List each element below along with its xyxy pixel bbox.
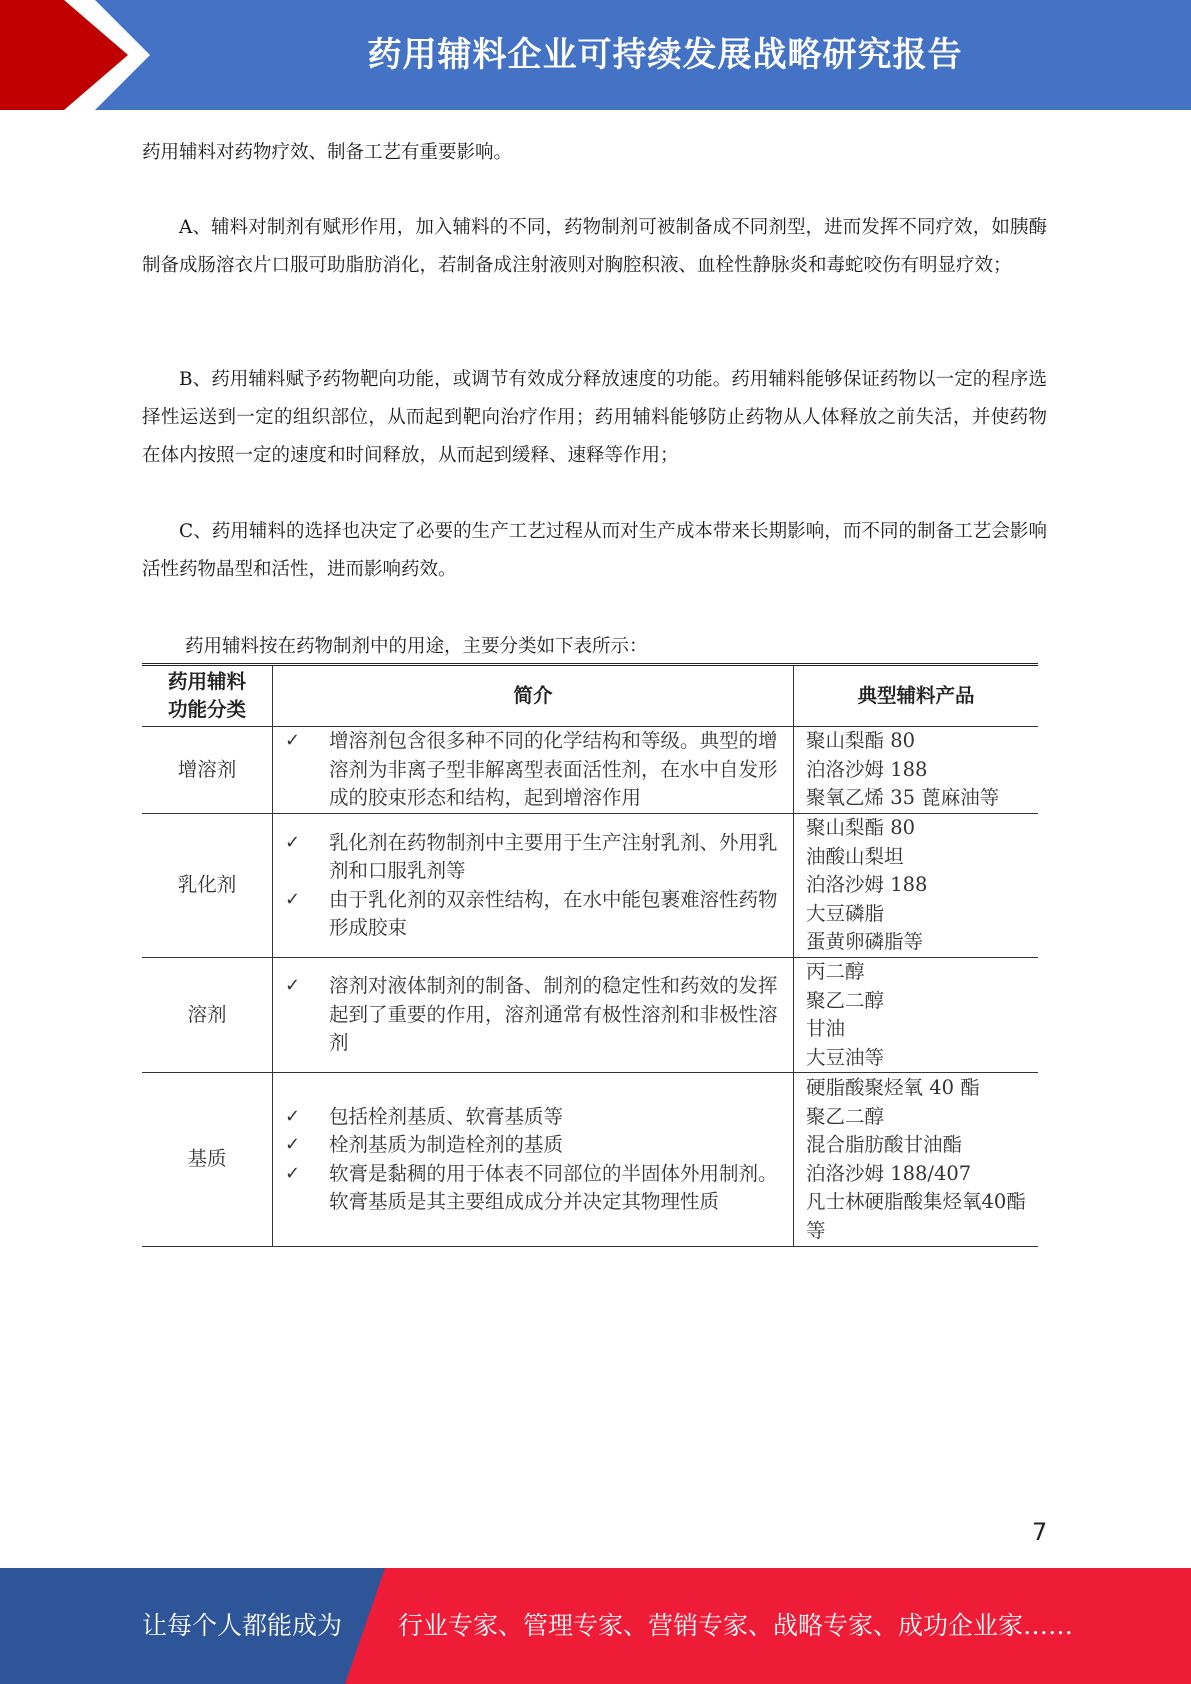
footer-slogan-right: 行业专家、管理专家、营销专家、战略专家、成功企业家…… xyxy=(398,1611,1074,1640)
paragraph-b: B、药用辅料赋予药物靶向功能，或调节有效成分释放速度的功能。药用辅料能够保证药物以一定的程序选择性运送到一定的组织部位，从而起到靶向治疗作用；药用辅料能够防止药物从人体释放之前失活，并使药物在体内按照一定的速度和时间释放，从而起到缓释、速释等作用； xyxy=(142,369,1047,466)
checkmark-icon: ✓ xyxy=(285,975,301,997)
product-item: 蛋黄卵磷脂等 xyxy=(806,930,924,954)
excipient-classification-table xyxy=(142,663,1038,1247)
desc-item: ✓ 包括栓剂基质、软膏基质等 xyxy=(273,1103,793,1132)
product-item: 泊洛沙姆 188/407 xyxy=(806,1161,972,1185)
row-category: 基质 xyxy=(142,1073,273,1247)
header-category xyxy=(142,665,273,727)
desc-item: ✓ 乳化剂在药物制剂中主要用于生产注射乳剂、外用乳剂和口服乳剂等 xyxy=(285,830,778,882)
product-item: 泊洛沙姆 188 xyxy=(806,757,928,781)
product-item: 凡士林硬脂酸集烃氧40酯等 xyxy=(806,1190,1026,1242)
header-category-line2: 功能分类 xyxy=(167,698,246,721)
product-item: 聚乙二醇 xyxy=(806,1104,885,1128)
desc-item: ✓ 溶剂对液体制剂的制备、制剂的稳定性和药效的发挥起到了重要的作用，溶剂通常有极性溶剂和非极性溶剂 xyxy=(285,974,778,1055)
row-description xyxy=(273,1073,794,1247)
row-category: 乳化剂 xyxy=(142,814,273,958)
page-header xyxy=(0,0,1191,110)
checkmark-icon: ✓ xyxy=(285,1105,301,1127)
desc-item: ✓ 栓剂基质为制造栓剂的基质 xyxy=(273,1131,793,1160)
product-item: 聚氧乙烯 35 蓖麻油等 xyxy=(806,786,1000,810)
product-item: 大豆油等 xyxy=(806,1045,885,1069)
row-products xyxy=(794,814,1039,958)
row-description xyxy=(273,814,794,958)
row-category: 溶剂 xyxy=(142,958,273,1073)
row-products xyxy=(794,958,1039,1073)
document-title: 药用辅料企业可持续发展战略研究报告 xyxy=(367,35,963,75)
desc-item: ✓ 由于乳化剂的双亲性结构，在水中能包裹难溶性药物形成胶束 xyxy=(285,887,778,939)
product-item: 硬脂酸聚烃氧 40 酯 xyxy=(806,1076,980,1099)
product-item: 泊洛沙姆 188 xyxy=(806,873,928,897)
page-number: 7 xyxy=(1032,1518,1048,1546)
checkmark-icon: ✓ xyxy=(285,1134,301,1155)
checkmark-icon: ✓ xyxy=(285,730,301,752)
row-description xyxy=(273,958,794,1073)
header-red-arrow-decoration xyxy=(0,0,150,110)
table-header-row xyxy=(142,665,1038,727)
product-item: 油酸山梨坦 xyxy=(806,844,904,868)
table-row xyxy=(142,727,1038,814)
desc-item: ✓ 软膏是黏稠的用于体表不同部位的半固体外用制剂。软膏基质是其主要组成成分并决定其物理性质 xyxy=(285,1161,778,1213)
intro-paragraph: 药用辅料对药物疗效、制备工艺有重要影响。 xyxy=(142,142,513,163)
table-row xyxy=(142,814,1038,958)
header-category-line1: 药用辅料 xyxy=(167,670,246,693)
paragraph-c: C、药用辅料的选择也决定了必要的生产工艺过程从而对生产成本带来长期影响，而不同的制备工艺会影响活性药物晶型和活性，进而影响药效。 xyxy=(142,521,1047,580)
checkmark-icon: ✓ xyxy=(285,888,301,910)
header-description: 简介 xyxy=(273,665,794,727)
product-item: 聚乙二醇 xyxy=(806,988,885,1012)
product-item: 甘油 xyxy=(806,1017,846,1040)
desc-item: ✓ 增溶剂包含很多种不同的化学结构和等级。典型的增溶剂为非离子型非解离型表面活性剂，在水中自发形成的胶束形态和结构，起到增溶作用 xyxy=(285,729,778,810)
table-caption: 药用辅料按在药物制剂中的用途，主要分类如下表所示： xyxy=(185,636,648,657)
checkmark-icon: ✓ xyxy=(285,831,301,853)
table-row xyxy=(142,1073,1038,1247)
product-item: 聚山梨酯 80 xyxy=(806,816,916,840)
row-category: 增溶剂 xyxy=(142,727,273,814)
table-row xyxy=(142,958,1038,1073)
product-item: 聚山梨酯 80 xyxy=(806,729,916,753)
row-description xyxy=(273,727,794,814)
header-products: 典型辅料产品 xyxy=(794,665,1039,727)
paragraph-a: A、辅料对制剂有赋形作用，加入辅料的不同，药物制剂可被制备成不同剂型，进而发挥不同疗效，如胰酶制备成肠溶衣片口服可助脂肪消化，若制备成注射液则对胸腔积液、血栓性静脉炎和毒蛇咬伤有明显疗效； xyxy=(142,217,1047,276)
checkmark-icon: ✓ xyxy=(285,1162,301,1184)
row-products xyxy=(794,727,1039,814)
product-item: 混合脂肪酸甘油酯 xyxy=(806,1133,963,1156)
footer-slogan-left: 让每个人都能成为 xyxy=(142,1611,343,1640)
product-item: 丙二醇 xyxy=(806,960,865,983)
row-products xyxy=(794,1073,1039,1247)
product-item: 大豆磷脂 xyxy=(806,901,885,925)
